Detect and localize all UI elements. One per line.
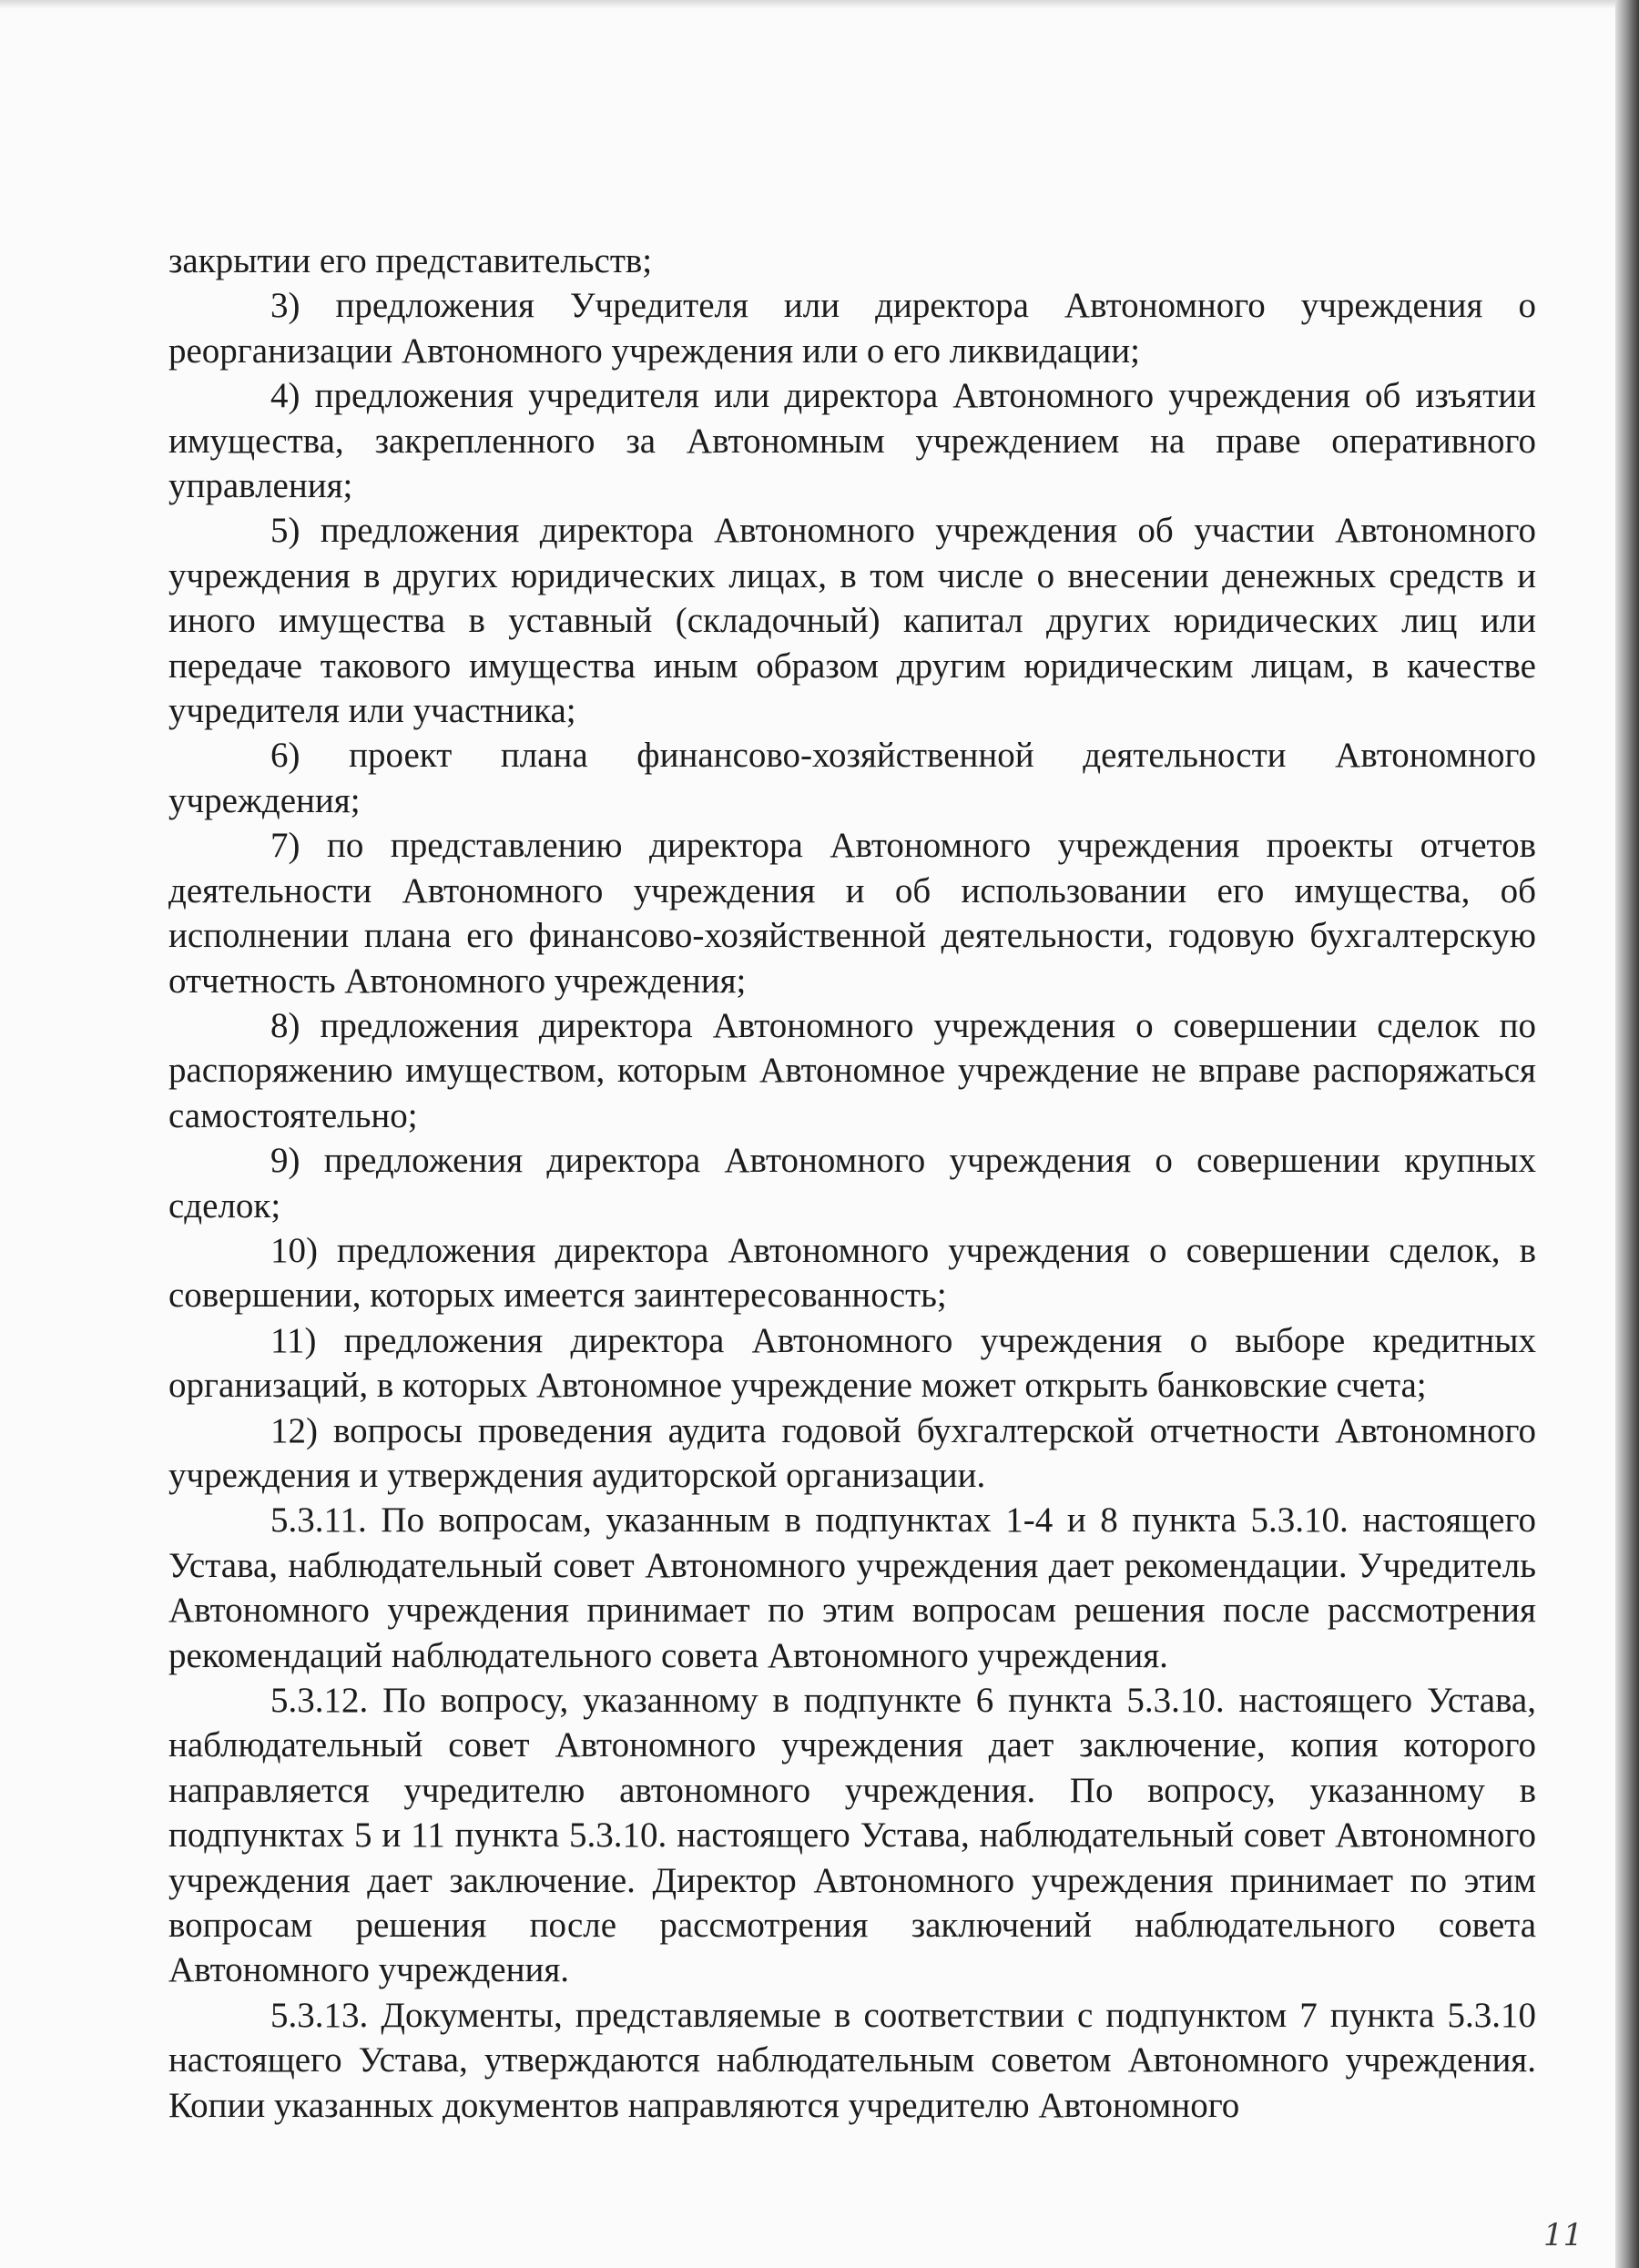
top-scan-shadow [0, 0, 1639, 9]
paragraph-item-10: 10) предложения директора Автономного учреждения о совершении сделок, в совершении, которых имеется заинтересованность; [168, 1230, 1536, 1316]
paragraph-item-7: 7) по представлению директора Автономного учреждения проекты отчетов деятельности Автономного учреждения и об использовании его имущества, об исполнении плана его финансово-хозяйственной деятельности, годовую бухгалтерскую отчетность Автономного учреждения; [168, 826, 1536, 1001]
paragraph-item-4: 4) предложения учредителя или директора Автономного учреждения об изъятии имущества, закрепленного за Автономным учреждением на праве оперативного управления; [168, 376, 1536, 506]
paragraph-item-5: 5) предложения директора Автономного учреждения об участии Автономного учреждения в других юридических лицах, в том числе о внесении денежных средств и иного имущества в уставный (складочный) капитал других юридических лиц или передаче такового имущества иным образом другим юридическим лицам, в качестве учредителя или участника; [168, 511, 1536, 731]
paragraph-item-6: 6) проект плана финансово-хозяйственной деятельности Автономного учреждения; [168, 736, 1536, 820]
paragraph-5-3-13: 5.3.13. Документы, представляемые в соответствии с подпунктом 7 пункта 5.3.10 настоящего Устава, утверждаются наблюдательным советом Автономного учреждения. Копии указанных документов направляются учредителю Автономного [168, 1995, 1536, 2125]
page-number: 11 [1543, 2217, 1583, 2253]
paragraph-item-12: 12) вопросы проведения аудита годовой бухгалтерской отчетности Автономного учреждения и утверждения аудиторской организации. [168, 1410, 1536, 1495]
paragraph-5-3-12: 5.3.12. По вопросу, указанному в подпункте 6 пункта 5.3.10. настоящего Устава, наблюдательный совет Автономного учреждения дает заключение, копия которого направляется учредителю автономного учреждения. По вопросу, указанному в подпунктах 5 и 11 пункта 5.3.10. настоящего Устава, наблюдательный совет Автономного учреждения дает заключение. Директор Автономного учреждения принимает по этим вопросам решения после рассмотрения заключений наблюдательного совета Автономного учреждения. [168, 1681, 1536, 1990]
paragraph-item-9: 9) предложения директора Автономного учреждения о совершении крупных сделок; [168, 1141, 1536, 1226]
paragraph-continuation: закрытии его представительств; [168, 241, 653, 280]
right-scan-edge [1615, 0, 1639, 2268]
paragraph-item-3: 3) предложения Учредителя или директора Автономного учреждения о реорганизации Автономного учреждения или о его ликвидации; [168, 286, 1536, 371]
paragraph-5-3-11: 5.3.11. По вопросам, указанным в подпунктах 1-4 и 8 пункта 5.3.10. настоящего Устава, наблюдательный совет Автономного учреждения дает рекомендации. Учредитель Автономного учреждения принимает по этим вопросам решения после рассмотрения рекомендаций наблюдательного совета Автономного учреждения. [168, 1500, 1536, 1675]
paragraph-item-11: 11) предложения директора Автономного учреждения о выборе кредитных организаций, в которых Автономное учреждение может открыть банковские счета; [168, 1320, 1536, 1406]
paragraph-item-8: 8) предложения директора Автономного учреждения о совершении сделок по распоряжению имуществом, которым Автономное учреждение не вправе распоряжаться самостоятельно; [168, 1005, 1536, 1135]
document-body [168, 239, 1536, 2128]
